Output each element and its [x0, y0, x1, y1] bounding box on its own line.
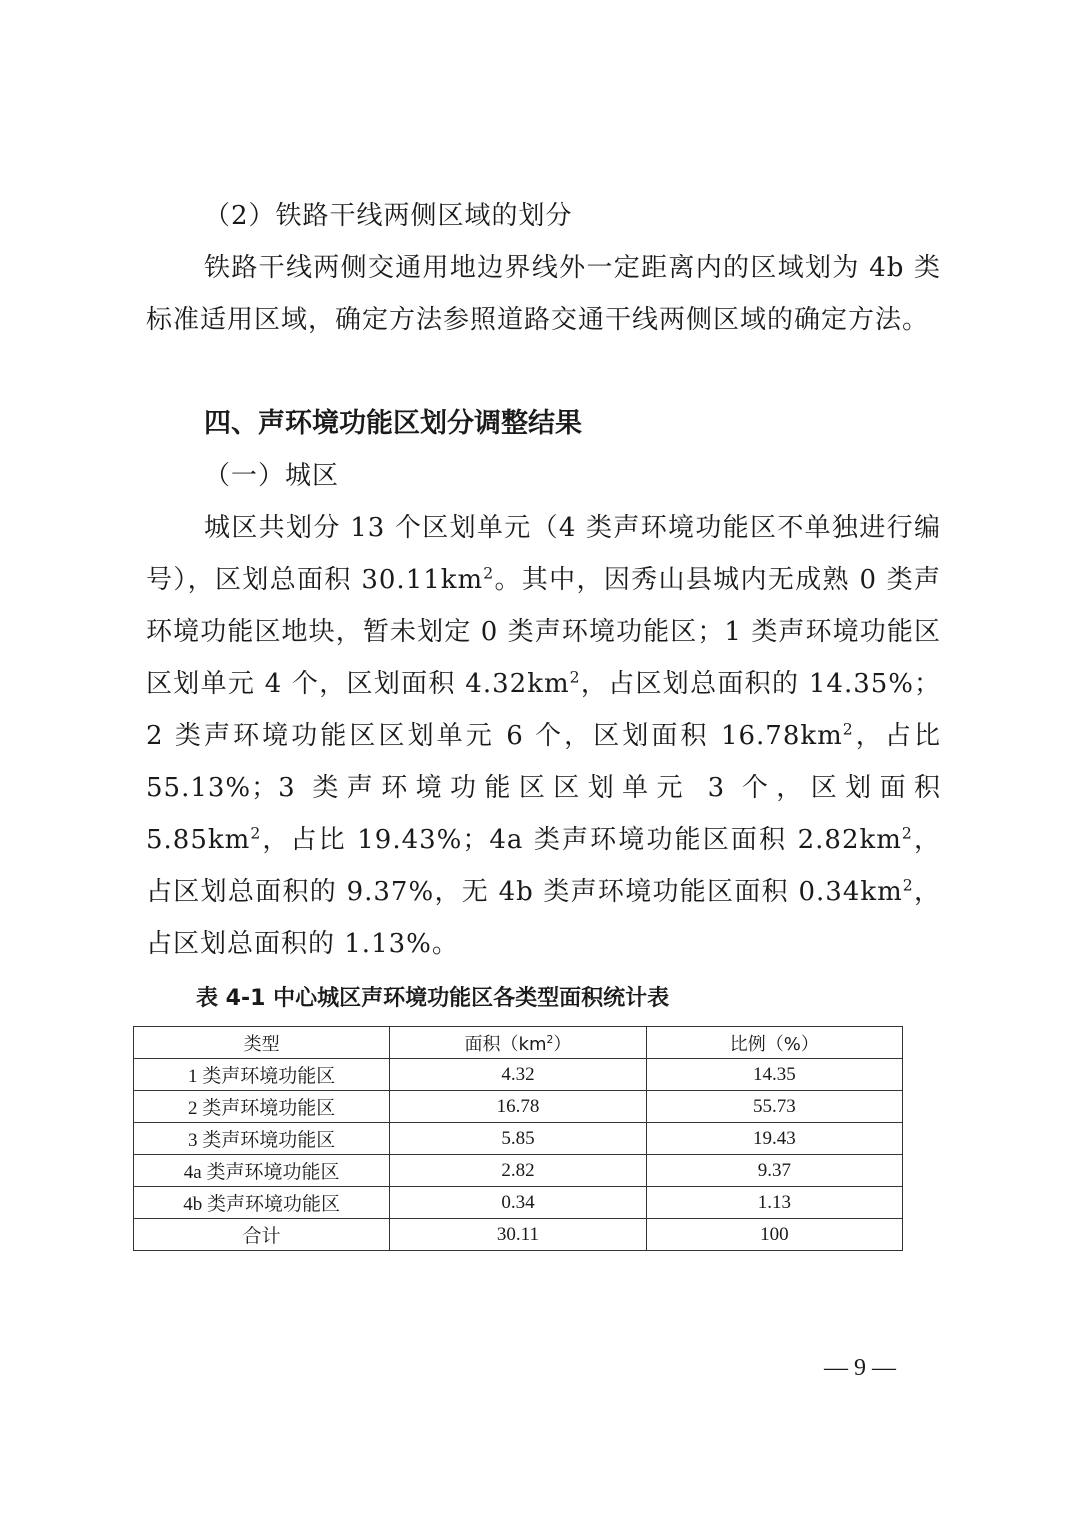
cell-area: 0.34 — [390, 1187, 646, 1219]
page-number: — 9 — — [824, 1355, 896, 1381]
cell-type: 2 类声环境功能区 — [134, 1091, 390, 1123]
cell-area: 4.32 — [390, 1059, 646, 1091]
cell-type: 1 类声环境功能区 — [134, 1059, 390, 1091]
cell-type: 4b 类声环境功能区 — [134, 1187, 390, 1219]
table-row — [134, 1155, 903, 1187]
cell-ratio: 55.73 — [646, 1091, 902, 1123]
cell-area: 2.82 — [390, 1155, 646, 1187]
header-ratio: 比例（%） — [646, 1027, 902, 1059]
subheading-urban: （一）城区 — [204, 461, 340, 491]
table-header-row — [134, 1027, 903, 1059]
table-row — [134, 1187, 903, 1219]
cell-ratio: 9.37 — [646, 1155, 902, 1187]
superscript: 2 — [483, 564, 495, 583]
section-2-body: 铁路干线两侧交通用地边界线外一定距离内的区域划为 4b 类标准适用区域，确定方法参照道路交通干线两侧区域的确定方法。 — [146, 253, 941, 335]
cell-area: 5.85 — [390, 1123, 646, 1155]
table-row — [134, 1123, 903, 1155]
header-type: 类型 — [134, 1027, 390, 1059]
cell-area: 16.78 — [390, 1091, 646, 1123]
cell-type: 合计 — [134, 1219, 390, 1251]
table-row — [134, 1091, 903, 1123]
table-caption: 表 4-1 中心城区声环境功能区各类型面积统计表 — [196, 986, 670, 1011]
table-total-row — [134, 1219, 903, 1251]
cell-ratio: 19.43 — [646, 1123, 902, 1155]
cell-type: 4a 类声环境功能区 — [134, 1155, 390, 1187]
urban-paragraph: 城区共划分 13 个区划单元（4 类声环境功能区不单独进行编号），区划总面积 $30.11km^2$。其中，因秀山县城内无成熟 0 类声环境功能区地块，暂未划定 0 类声环境功能区；1 类声环境功能区区划单元 4 个，区划面积 $4.32km^2$，占区划总面积的 14.35%；2 类声环境功能区区划单元 6 个，区划面积 $16.78km^2$，占比 55.13%；3 类声环境功能区区划单元 3 个，区划面积 $5.85km^2$，占比 19.43%；4a 类声环境功能区面积 $2.82km^2$，占区划总面积的 9.37%，无 4b 类声环境功能区面积 $0.34km^2$，占区划总面积的 1.13%。 — [146, 513, 942, 959]
header-area: 面积$(km^2)$ — [390, 1027, 646, 1059]
cell-ratio: 100 — [646, 1219, 902, 1251]
cell-type: 3 类声环境功能区 — [134, 1123, 390, 1155]
cell-ratio: 14.35 — [646, 1059, 902, 1091]
cell-ratio: 1.13 — [646, 1187, 902, 1219]
section-2-title: （2）铁路干线两侧区域的划分 — [204, 201, 573, 231]
table-row — [134, 1059, 903, 1091]
area-statistics-table — [133, 1026, 903, 1251]
cell-area: 30.11 — [390, 1219, 646, 1251]
heading-results: 四、声环境功能区划分调整结果 — [204, 408, 582, 439]
